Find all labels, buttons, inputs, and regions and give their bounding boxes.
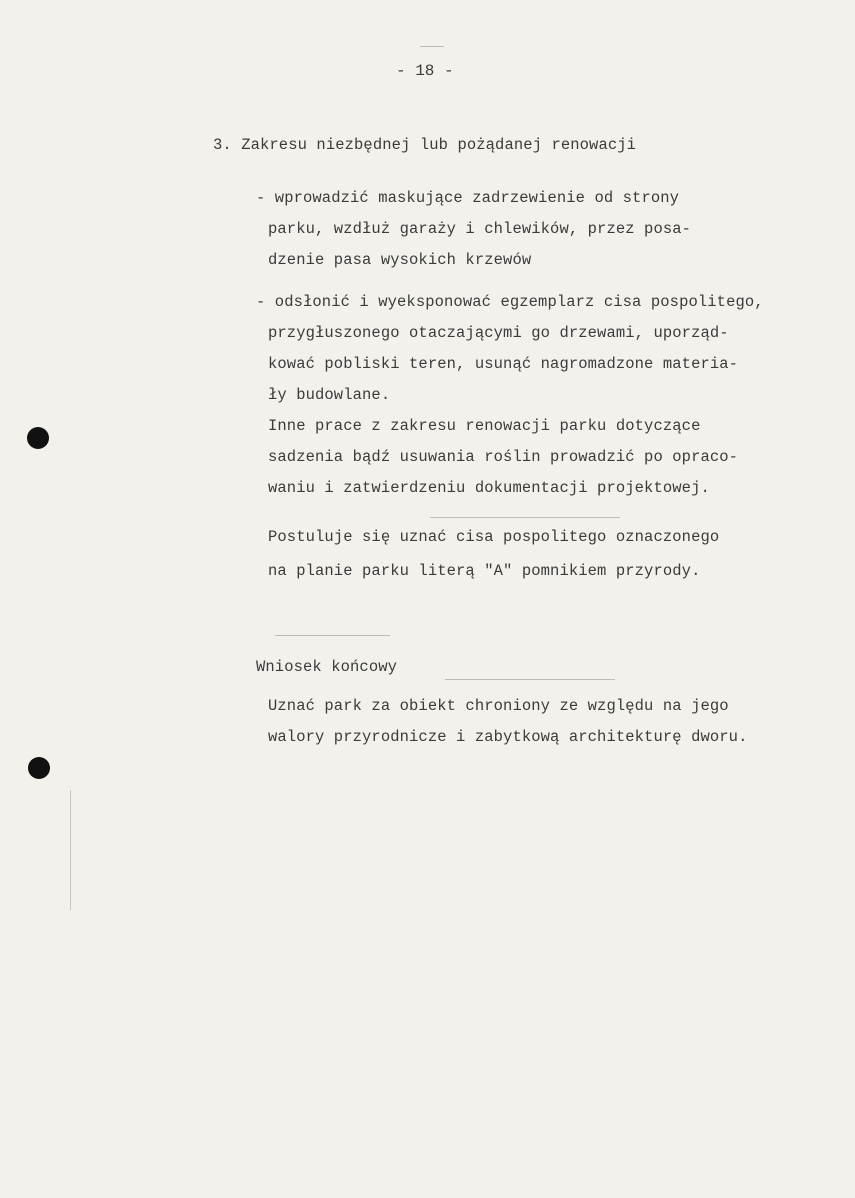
page-number: - 18 - bbox=[396, 62, 454, 80]
item2-line-4: ły budowlane. bbox=[268, 386, 391, 404]
postulate-line-2: na planie parku literą "A" pomnikiem przyrody. bbox=[268, 562, 701, 580]
conclusion-heading: Wniosek końcowy bbox=[256, 658, 398, 676]
punch-hole-top bbox=[27, 427, 49, 449]
item1-line-1: - wprowadzić maskujące zadrzewienie od strony bbox=[256, 189, 680, 207]
conclusion-line-2: walory przyrodnicze i zabytkową architekturę dworu. bbox=[268, 728, 748, 746]
postulate-line-1: Postuluje się uznać cisa pospolitego oznaczonego bbox=[268, 528, 720, 546]
note-line-2: sadzenia bądź usuwania roślin prowadzić po opraco- bbox=[268, 448, 739, 466]
conclusion-line-1: Uznać park za obiekt chroniony ze względu na jego bbox=[268, 697, 729, 715]
item1-line-3: dzenie pasa wysokich krzewów bbox=[268, 251, 532, 269]
faint-mark-conclusion bbox=[445, 679, 615, 680]
item2-line-3: kować pobliski teren, usunąć nagromadzone materia- bbox=[268, 355, 739, 373]
faint-mark-top bbox=[420, 46, 444, 47]
section-heading: 3. Zakresu niezbędnej lub pożądanej renowacji bbox=[213, 136, 637, 154]
note-line-1: Inne prace z zakresu renowacji parku dotyczące bbox=[268, 417, 701, 435]
paper-fold-mark bbox=[70, 790, 71, 910]
faint-mark-lower bbox=[275, 635, 390, 636]
item1-line-2: parku, wzdłuż garaży i chlewików, przez posa- bbox=[268, 220, 692, 238]
note-line-3: waniu i zatwierdzeniu dokumentacji projektowej. bbox=[268, 479, 710, 497]
item2-line-1: - odsłonić i wyeksponować egzemplarz cisa pospolitego, bbox=[256, 293, 764, 311]
punch-hole-bottom bbox=[28, 757, 50, 779]
faint-mark-middle bbox=[430, 517, 620, 518]
item2-line-2: przygłuszonego otaczającymi go drzewami, uporząd- bbox=[268, 324, 729, 342]
